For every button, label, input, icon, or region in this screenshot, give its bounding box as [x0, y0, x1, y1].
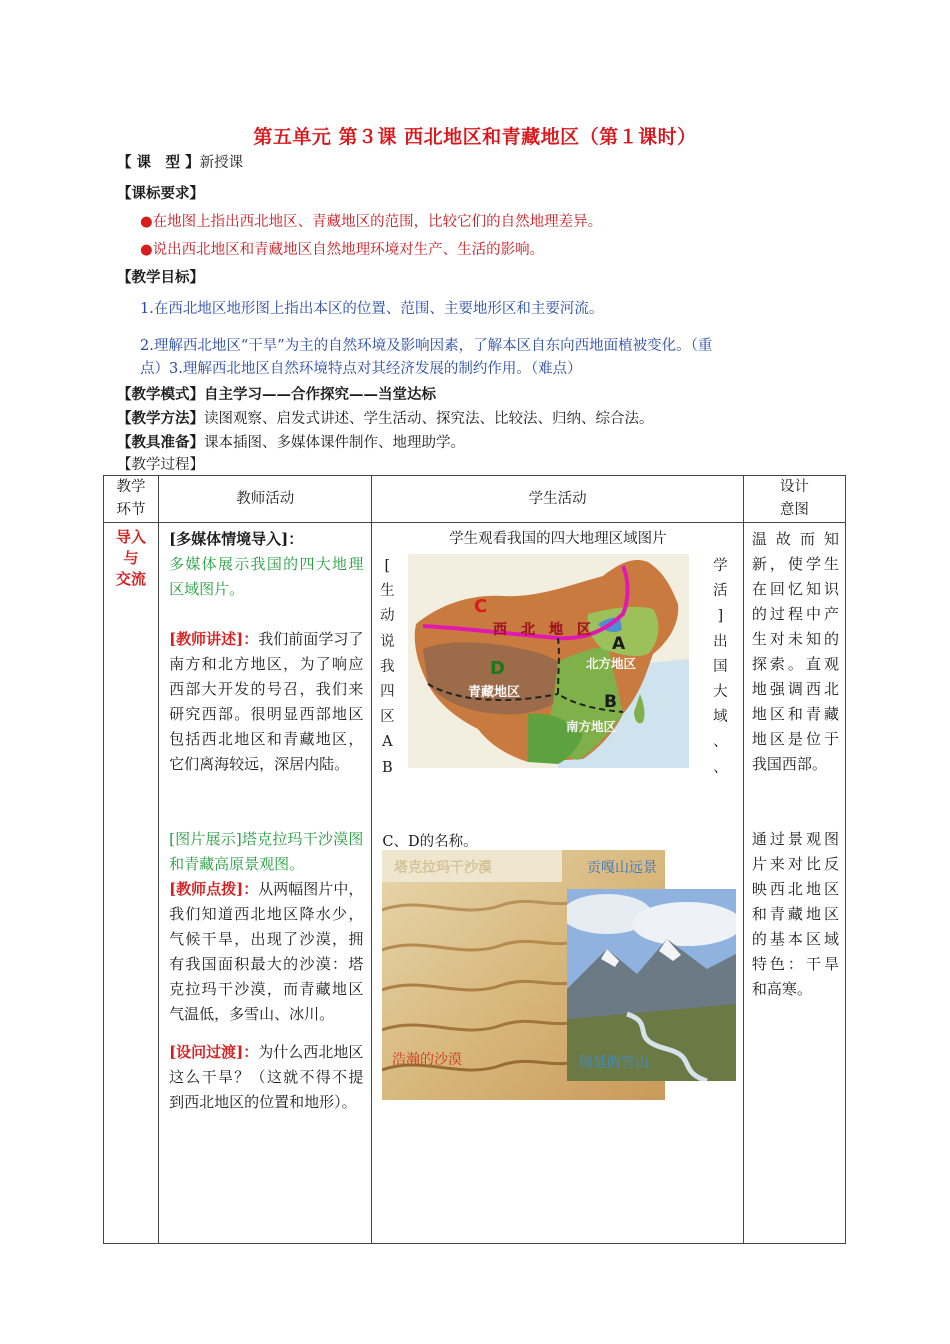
- mode-value: 自主学习——合作探究——当堂达标: [204, 386, 436, 403]
- student-left-column: [ 生 动 说 我 四 区 A B: [380, 558, 395, 776]
- show-tag: [图片展示]: [169, 830, 242, 848]
- tip-text: 从两幅图片中，我们知道西北地区降水少，气候干旱，出现了沙漠，拥有我国面积最大的沙漠：塔克拉玛干沙漠，而青藏地区气温低，多雪山、冰川。: [169, 880, 364, 1023]
- header-teacher: 教师活动: [159, 476, 372, 523]
- map-label-northwest: 西 北 地 区: [493, 622, 592, 638]
- goals-label: 【教学目标】: [117, 269, 204, 286]
- goal-line: 点）3.理解西北地区自然环境特点对其经济发展的制约作用。（难点）: [140, 361, 582, 377]
- lesson-type-label: 【 课 型 】: [117, 154, 200, 171]
- student-tail: C、D的名称。: [382, 834, 478, 850]
- header-student: 学生活动: [372, 476, 744, 523]
- question-tag: [设问过渡]：: [169, 1043, 259, 1061]
- map-label-qingzang: 青藏地区: [468, 685, 521, 700]
- show-text: 塔克拉玛干沙漠图和青藏高原景观图。: [169, 830, 364, 873]
- intro-text: 多媒体展示我国的四大地理区域图片。: [169, 555, 364, 598]
- map-label-c: C: [474, 596, 488, 617]
- student-activity-cell: [372, 523, 744, 1244]
- question-text: 为什么西北地区这么干旱？（这就不得不提到西北地区的位置和地形）。: [169, 1043, 364, 1111]
- mountain-photo-title: 贡嘎山远景: [587, 860, 658, 876]
- mountain-photo-caption: 绵延的雪山: [579, 1055, 650, 1071]
- table-row: [104, 523, 846, 1244]
- tip-tag: [教师点拨]：: [169, 880, 259, 898]
- map-label-north: 北方地区: [586, 656, 637, 671]
- desert-photo-title: 塔克拉玛干沙漠: [394, 860, 493, 876]
- mode-line: 【教学模式】自主学习——合作探究——当堂达标: [117, 386, 436, 403]
- page-title: 第五单元 第３课 西北地区和青藏地区（第１课时）: [253, 126, 697, 148]
- student-title: 学生观看我国的四大地理区域图片: [449, 531, 667, 547]
- desert-photo-caption: 浩瀚的沙漠: [392, 1052, 463, 1068]
- goals-label-line: [117, 268, 204, 288]
- goal-line: 1.在西北地区地形图上指出本区的位置、范围、主要地形区和主要河流。: [140, 301, 604, 317]
- header-stage: 教学 环节: [104, 476, 159, 523]
- curriculum-label: 【课标要求】: [117, 185, 204, 202]
- student-right-column: 学 活 ] 出 国 大 域 、 、: [713, 558, 728, 776]
- stage-cell: 导入 与 交流: [104, 523, 159, 1244]
- methods-line: 【教学方法】读图观察、启发式讲述、学生活动、探究法、比较法、归纳、综合法。: [117, 410, 654, 427]
- lecture-tag: [教师讲述]：: [169, 630, 259, 648]
- process-table: [103, 475, 846, 1244]
- methods-value: 读图观察、启发式讲述、学生活动、探究法、比较法、归纳、综合法。: [204, 411, 654, 427]
- mountain-photo: [567, 889, 736, 1081]
- teacher-activity-cell: [159, 523, 372, 1244]
- design-intent-cell: [743, 523, 845, 1244]
- china-regions-map: [408, 554, 689, 768]
- process-label: 【教学过程】: [117, 457, 204, 473]
- lecture-text: 我们前面学习了南方和北方地区，为了响应西部大开发的号召，我们来研究西部。很明显西部地区包括西北地区和青藏地区，它们离海较远，深居内陆。: [169, 630, 364, 773]
- design-para-1: 温故而知新，使学生在回忆知识的过程中产生对未知的探索。直观地强调西北地区和青藏地区是位于我国西部。: [751, 530, 839, 773]
- lesson-type-line: [117, 153, 243, 173]
- bullet-icon: ●: [140, 242, 153, 258]
- tools-line: 【教具准备】课本插图、多媒体课件制作、地理助学。: [117, 434, 465, 451]
- curriculum-label-line: [117, 184, 204, 204]
- map-label-a: A: [612, 634, 626, 654]
- lesson-type-value: 新授课: [199, 155, 244, 171]
- bullet-icon: ●: [140, 214, 153, 230]
- header-design: 设计 意图: [743, 476, 845, 523]
- map-label-d: D: [490, 658, 506, 679]
- intro-tag: [多媒体情境导入]：: [169, 530, 304, 548]
- curriculum-item: ●在地图上指出西北地区、青藏地区的范围，比较它们的自然地理差异。: [140, 214, 603, 230]
- table-header-row: [104, 476, 846, 523]
- map-label-south: 南方地区: [566, 719, 617, 734]
- goal-line: 2.理解西北地区“干旱”为主的自然环境及影响因素，了解本区自东向西地面植被变化。（重: [140, 338, 713, 354]
- curriculum-item: ●说出西北地区和青藏地区自然地理环境对生产、生活的影响。: [140, 242, 545, 258]
- map-label-b: B: [604, 692, 618, 712]
- design-para-2: 通过景观图片来对比反映西北地区和青藏地区的基本区域特色：干旱和高寒。: [751, 830, 839, 998]
- tools-value: 课本插图、多媒体课件制作、地理助学。: [204, 435, 465, 451]
